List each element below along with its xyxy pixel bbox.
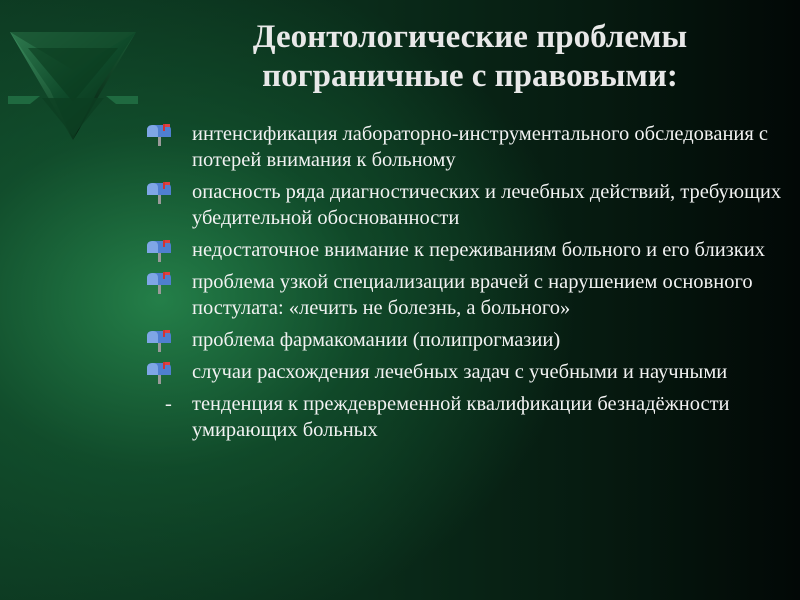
slide-title-line2: пограничные с правовыми: [262,58,678,94]
slide-title [160,18,780,96]
mailbox-icon [145,124,173,146]
list-item [145,179,790,231]
bullet-text: недостаточное внимание к переживаниям больного и его близких [192,239,765,261]
mailbox-icon [145,240,173,262]
bullet-text: проблема фармакомании (полипрогмазии) [192,329,561,351]
mailbox-icon [145,182,173,204]
list-item [145,359,790,385]
slide-title-line1: Деонтологические проблемы [252,19,688,55]
dash-marker: - [165,393,172,415]
list-item [145,121,790,173]
mailbox-icon [145,362,173,384]
bullet-text: случаи расхождения лечебных задач с учебными и научными [192,361,728,383]
bullet-text: опасность ряда диагностических и лечебных действий, требующих убедительной обоснованности [192,181,782,229]
list-item-dash [145,391,790,443]
bullet-text: интенсификация лабораторно-инструментального обследования с потерей внимания к больному [192,123,769,171]
mailbox-icon [145,272,173,294]
mailbox-icon [145,330,173,352]
list-item [145,237,790,263]
bullet-list [145,121,790,449]
list-item [145,269,790,321]
list-item [145,327,790,353]
bullet-text: проблема узкой специализации врачей с нарушением основного постулата: «лечить не болезнь, а больного» [192,271,753,319]
bullet-text: тенденция к преждевременной квалификации безнадёжности умирающих больных [192,393,730,441]
green-triangle-logo [8,30,138,142]
